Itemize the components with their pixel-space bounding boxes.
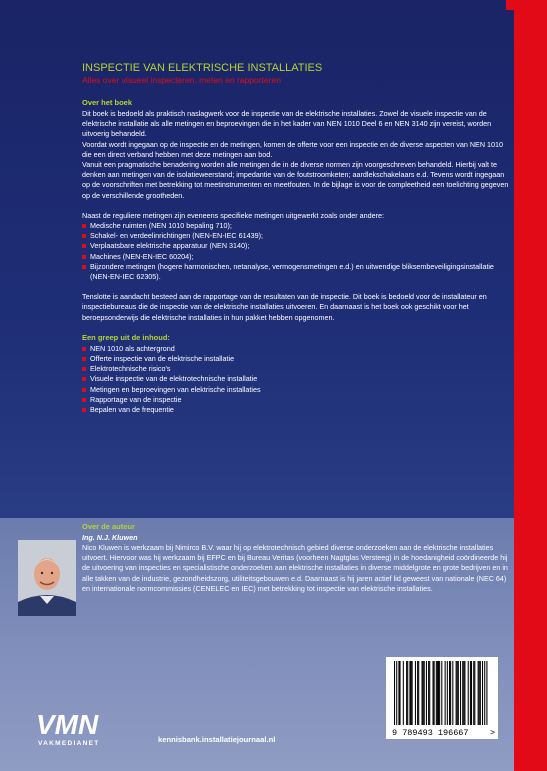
about-paragraph-4: Naast de reguliere metingen zijn eveneens specifieke metingen uitgewerkt zoals onder andere: — [82, 210, 385, 220]
author-portrait-icon — [18, 540, 76, 616]
main-content — [82, 62, 514, 415]
vmn-logo-icon — [36, 708, 120, 748]
barcode-number: 9 789493 196667 — [392, 728, 469, 738]
barcode-arrow: > — [490, 728, 496, 738]
contents-list — [82, 344, 514, 415]
book-subtitle: Alles over visueel inspecteren, meten en rapporteren — [82, 75, 281, 85]
author-bio: Nico Kluwen is werkzaam bij Nimirco B.V. waar hij op elektrotechnisch gebied diverse onderzoeken aan de elektrische installaties uitvoert. Hiervoor was hij werkzaam bij EFPC en bij Bureau Veritas (voorheen Nagtglas Versteeg) in de hoedanigheid coördineerde hij de uitvoering van inspecties en specialistische onderzoeken aan elektrische installaties in diverse middelgrote en grote bedrijven en in alle takken van de industrie, gezondheidszorg, utiliteitsgebouwen e.d. Daarnaast is hij jaren actief lid geweest van nationale (NEC 64) en internationale normcommissies (CENELEC en IEC) met betrekking tot inspectie van elektrische installaties. — [82, 543, 508, 593]
about-paragraph-1: Dit boek is bedoeld als praktisch naslagwerk voor de inspectie van de elektrische installaties. Zowel de visuele inspectie van de elektrische installatie als alle metingen en beproevingen die in het kader van NEN 1010 Deel 6 en NEN 3140 zijn vereist, worden uitvoerig behandeld. — [82, 109, 492, 139]
list-item: Verplaatsbare elektrische apparatuur (NEN 3140); — [82, 241, 514, 251]
book-title: INSPECTIE VAN ELEKTRISCHE INSTALLATIES — [82, 62, 323, 74]
isbn-barcode — [386, 657, 498, 739]
about-paragraph-5: Tenslotte is aandacht besteed aan de rapportage van de resultaten van de inspectie. Dit boek is bedoeld voor de installateur en inspectiebureaus die de inspectie van de elektrische installaties uitvoeren. En daarnaast is het boek ook geschikt voor het beroepsonderwijs die elektrische installaties in hun pakket hebben opgenomen. — [82, 292, 487, 322]
barcode-icon — [386, 657, 498, 739]
about-paragraph-3: Vanuit een pragmatische benadering worden alle metingen die in de diverse normen zijn voorgeschreven behandeld. Hierbij valt te denken aan metingen van de isolatieweerstand; impedantie van de foutstroomketen; aardlekschakelaars e.d. Tevens wordt ingegaan op de voorschriften met betrekking tot meetinstrumenten en meetfouten. In de bijlage is voor de compleetheid een toelichting gegeven op de verschillende grootheden. — [82, 160, 509, 200]
measurement-list — [82, 221, 514, 282]
red-side-bar — [514, 0, 547, 771]
publisher-url: kennisbank.installatiejournaal.nl — [158, 735, 276, 744]
logo-subtext: VAKMEDIANET — [38, 740, 100, 747]
logo-text: VMN — [36, 709, 99, 740]
list-item: Medische ruimten (NEN 1010 bepaling 710); — [82, 221, 514, 231]
list-item: Machines (NEN-EN-IEC 60204); — [82, 252, 514, 262]
list-item: Rapportage van de inspectie — [82, 395, 514, 405]
red-top-accent — [506, 0, 514, 10]
list-item: Visuele inspectie van de elektrotechnische installatie — [82, 374, 514, 384]
about-heading: Over het boek — [82, 98, 133, 107]
publisher-logo — [36, 708, 120, 753]
list-item: NEN 1010 als achtergrond — [82, 344, 514, 354]
author-heading: Over de auteur — [82, 522, 135, 531]
list-item: Bijzondere metingen (hogere harmonischen, netanalyse, vermogensmetingen e.d.) en uitwendige bliksembeveiligingsinstallatie (NEN-EN-IEC 62305). — [82, 262, 514, 282]
list-item: Elektrotechnische risico's — [82, 364, 514, 374]
author-photo — [18, 540, 76, 616]
list-item: Schakel- en verdeelinrichtingen (NEN-EN-IEC 61439); — [82, 231, 514, 241]
author-name: Ing. N.J. Kluwen — [82, 533, 138, 542]
contents-heading: Een greep uit de inhoud: — [82, 332, 170, 342]
list-item: Metingen en beproevingen van elektrische installaties — [82, 385, 514, 395]
list-item: Bepalen van de frequentie — [82, 405, 514, 415]
list-item: Offerte inspectie van de elektrische installatie — [82, 354, 514, 364]
about-paragraph-2: Voordat wordt ingegaan op de inspectie en de metingen, komen de offerte voor een inspectie en de diverse aspecten van NEN 1010 die een direct verband hebben met deze metingen aan bod. — [82, 139, 504, 159]
